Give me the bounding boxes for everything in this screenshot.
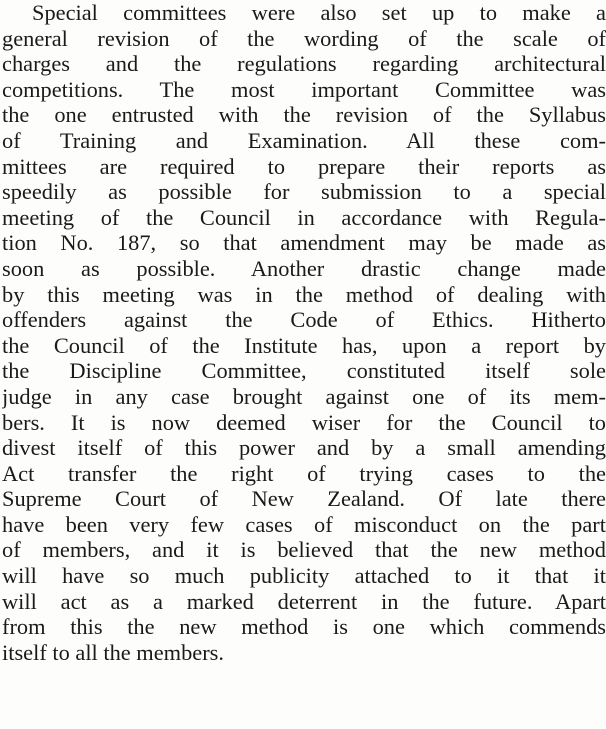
text-line: charges and the regulations regarding architectural [2, 51, 606, 77]
text-line: soon as possible. Another drastic change made [2, 255, 606, 281]
text-line: by this meeting was in the method of dealing with [2, 281, 606, 307]
text-line: the one entrusted with the revision of the Syllabus [2, 102, 606, 128]
text-line: general revision of the wording of the scale of [2, 25, 606, 51]
body-paragraph [2, 0, 606, 665]
text-line: itself to all the members. [2, 639, 224, 665]
text-line: Special committees were also set up to make a [32, 0, 606, 25]
text-line: competitions. The most important Committee was [2, 76, 606, 102]
text-line: divest itself of this power and by a small amending [2, 435, 606, 461]
text-line: speedily as possible for submission to a special [2, 179, 606, 205]
text-line: offenders against the Code of Ethics. Hitherto [2, 307, 606, 333]
text-line: mittees are required to prepare their reports as [2, 153, 606, 179]
text-line: of Training and Examination. All these com- [2, 127, 606, 153]
text-line: Supreme Court of New Zealand. Of late there [2, 486, 606, 512]
text-line: Act transfer the right of trying cases to the [2, 460, 606, 486]
text-line: judge in any case brought against one of its mem- [2, 383, 606, 409]
text-line: will act as a marked deterrent in the future. Apart [2, 588, 606, 614]
text-line: from this the new method is one which commends [2, 614, 606, 640]
text-line: will have so much publicity attached to it that it [2, 563, 606, 589]
text-line: meeting of the Council in accordance with Regula- [2, 204, 606, 230]
text-line: of members, and it is believed that the new method [2, 537, 606, 563]
text-line: the Discipline Committee, constituted itself sole [2, 358, 606, 384]
text-line: tion No. 187, so that amendment may be made as [2, 230, 606, 256]
text-line: have been very few cases of misconduct on the part [2, 511, 606, 537]
text-line: bers. It is now deemed wiser for the Council to [2, 409, 606, 435]
text-line: the Council of the Institute has, upon a report by [2, 332, 606, 358]
